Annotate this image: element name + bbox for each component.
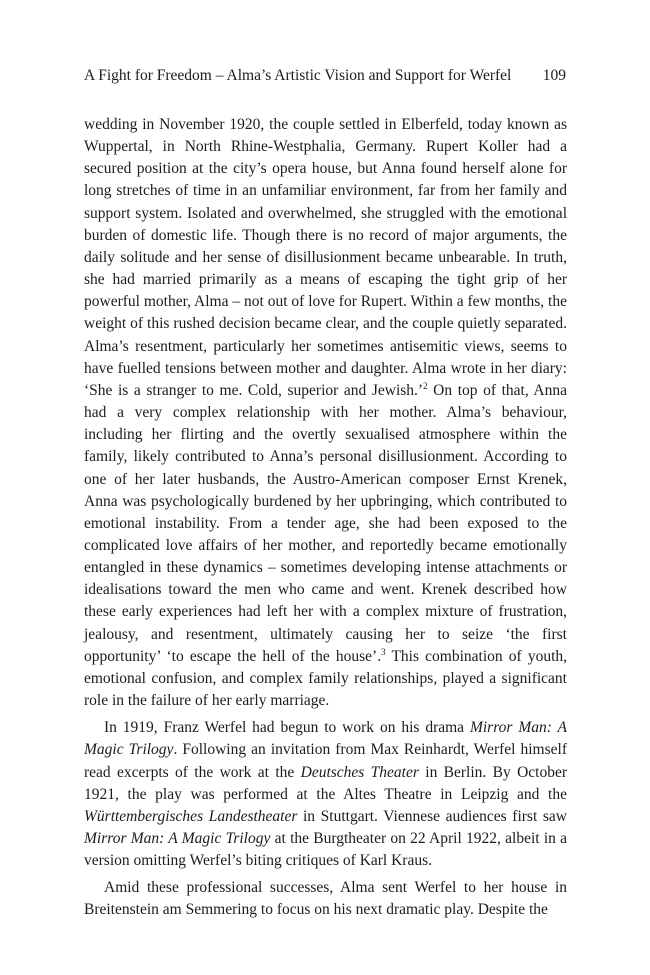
footnote-marker: 3 bbox=[381, 646, 386, 657]
work-title: Mirror Man: A Magic Trilogy bbox=[84, 719, 568, 759]
paragraph-text: On top of that, Anna had a very complex relationship with her mother. Alma’s behaviour, including her flirting and the overtly sexualised atmosphere within the family, likely contributed to Anna’s personal disillusionment. According to one of her later husbands, the Austro-American composer Ernst Krenek, Anna was psychologically burdened by her upbringing, which contributed to emotional instability. From a tender age, she had been exposed to the complicated love affairs of her mother, and reportedly became emotionally entangled in these dynamics – sometimes developing intense attachments or idealisations toward the men who came and went. Krenek described how these early experiences had left her with a complex mixture of frustration, jealousy, and resentment, ultimately causing her to seize ‘the first opportunity’ ‘to escape the hell of the house’. bbox=[84, 381, 568, 665]
theatre-name: Württembergisches Landestheater bbox=[84, 807, 298, 825]
paragraph bbox=[84, 717, 567, 872]
paragraph bbox=[84, 114, 567, 712]
paragraph-text: in Stuttgart. Viennese audiences first saw bbox=[297, 807, 567, 825]
paragraph-text: wedding in November 1920, the couple settled in Elberfeld, today known as Wuppertal, in North Rhine-Westphalia, Germany. Rupert Koller had a secured position at the city’s opera house, but Anna found herself alone for long stretches of time in an unfamiliar environment, far from her family and support system. Isolated and overwhelmed, she struggled with the emotional burden of domestic life. Though there is no record of major arguments, the daily solitude and her sense of disillusionment became unbearable. In truth, she had married primarily as a means of escaping the tight grip of her powerful mother, Alma – not out of love for Rupert. Within a few months, the weight of this rushed decision became clear, and the couple quietly separated. Alma’s resentment, particularly her sometimes antisemitic views, seems to have fuelled tensions between mother and daughter. Alma wrote in her diary: ‘She is a stranger to me. Cold, superior and Jewish.’ bbox=[84, 116, 567, 399]
theatre-name: Deutsches Theater bbox=[300, 763, 419, 781]
paragraph-text: This combination of youth, emotional confusion, and complex family relationships, played a significant role in the failure of her early marriage. bbox=[84, 647, 567, 710]
running-head bbox=[84, 66, 566, 86]
paragraph-text: in Berlin. By October 1921, the play was performed at the Altes Theatre in Leipzig and the bbox=[84, 763, 568, 803]
paragraph-text: at the Burgtheater on 22 April 1922, albeit in a version omitting Werfel’s biting critiques of Karl Kraus. bbox=[84, 830, 568, 870]
work-title: Mirror Man: A Magic Trilogy bbox=[84, 830, 271, 847]
paragraph-text: Amid these professional successes, Alma sent Werfel to her house in Breitenstein am Semmering to focus on his next dramatic play. Despite the bbox=[84, 879, 567, 919]
running-head-title: A Fight for Freedom – Alma’s Artistic Vision and Support for Werfel bbox=[84, 67, 512, 84]
paragraph-text: In 1919, Franz Werfel had begun to work on his drama bbox=[104, 719, 470, 737]
paragraph-text: . Following an invitation from Max Reinhardt, Werfel himself read excerpts of the work at the bbox=[84, 741, 567, 781]
footnote-marker: 2 bbox=[423, 380, 428, 391]
paragraph bbox=[84, 877, 567, 921]
page-number: 109 bbox=[542, 67, 566, 84]
body-text bbox=[84, 114, 567, 922]
